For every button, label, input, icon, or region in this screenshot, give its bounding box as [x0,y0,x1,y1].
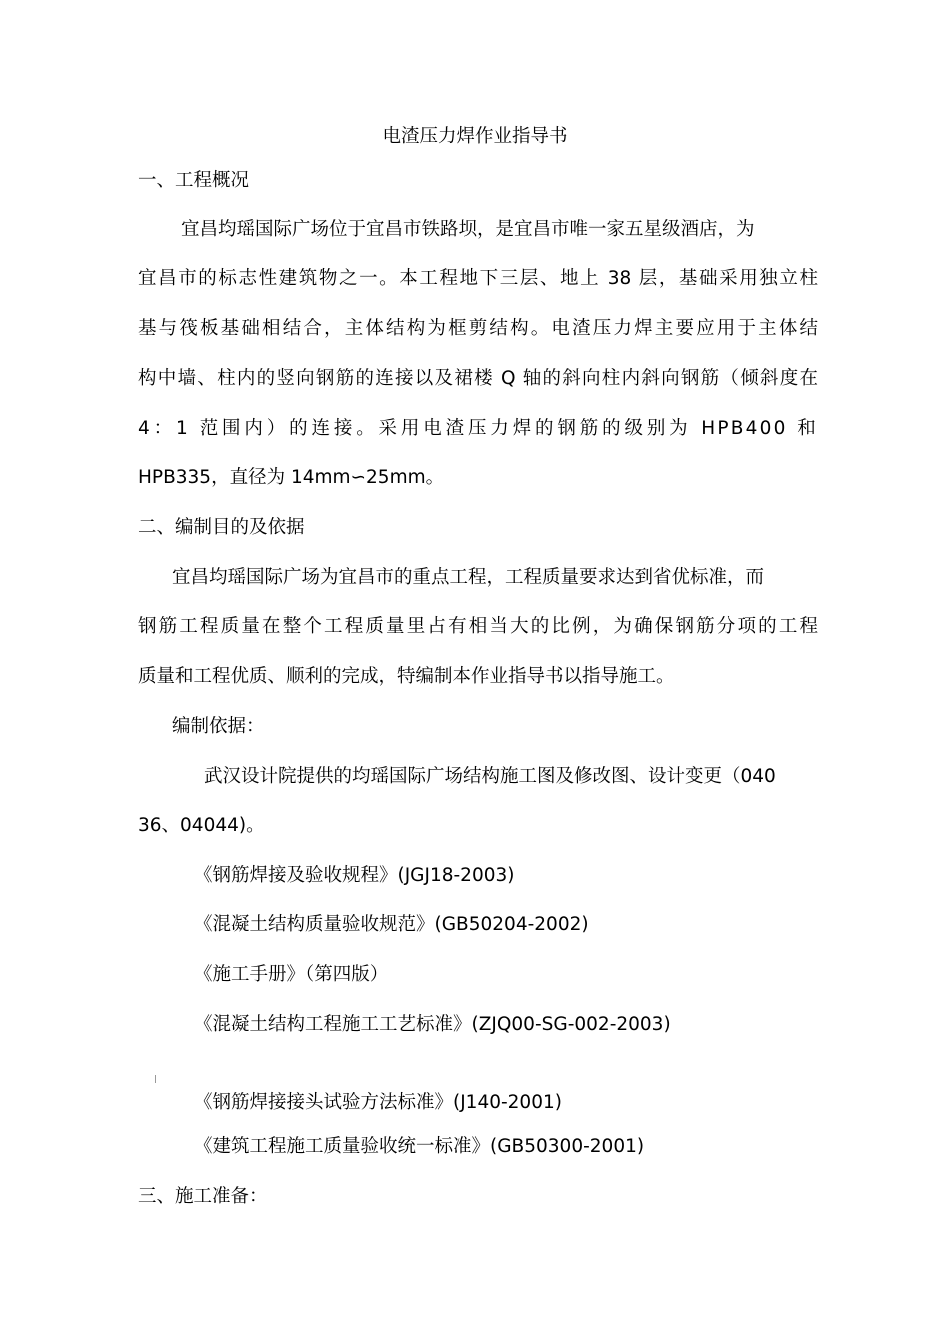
basis-line: 武汉设计院提供的均瑶国际广场结构施工图及修改图、设计变更（040 [204,766,776,787]
section-heading-overview: 一、工程概况 [138,170,250,191]
section-heading-purpose: 二、编制目的及依据 [138,517,305,538]
page-mark [155,1075,156,1083]
section-heading-preparation: 三、施工准备： [138,1186,268,1207]
paragraph-line: 4：1 范围内）的连接。采用电渣压力焊的钢筋的级别为 HPB400 和 [138,418,818,439]
paragraph-line: 宜昌均瑶国际广场为宜昌市的重点工程，工程质量要求达到省优标准，而 [172,567,765,588]
paragraph-line: 宜昌市的标志性建筑物之一。本工程地下三层、地上 38 层，基础采用独立柱 [138,268,818,289]
standard-reference: 《混凝土结构质量验收规范》(GB50204-2002) [194,914,589,935]
standard-reference: 《建筑工程施工质量验收统一标准》(GB50300-2001) [194,1136,645,1157]
paragraph-line: 质量和工程优质、顺利的完成，特编制本作业指导书以指导施工。 [138,666,675,687]
paragraph-line: 构中墙、柱内的竖向钢筋的连接以及裙楼 Q 轴的斜向柱内斜向钢筋（倾斜度在 [138,368,818,389]
document-title: 电渣压力焊作业指导书 [382,126,568,147]
paragraph-line: 基与筏板基础相结合，主体结构为框剪结构。电渣压力焊主要应用于主体结 [138,318,818,339]
paragraph-line: HPB335，直径为 14mm∽25mm。 [138,467,445,488]
paragraph-line: 宜昌均瑶国际广场位于宜昌市铁路坝，是宜昌市唯一家五星级酒店，为 [181,219,755,240]
paragraph-line: 钢筋工程质量在整个工程质量里占有相当大的比例，为确保钢筋分项的工程 [138,616,818,637]
standard-reference: 《钢筋焊接及验收规程》(JGJ18-2003) [194,865,515,886]
standard-reference: 《钢筋焊接接头试验方法标准》(J140-2001) [194,1092,562,1113]
standard-reference: 《施工手册》（第四版） [194,964,389,985]
basis-label: 编制依据： [172,716,265,737]
basis-line: 36、04044)。 [138,815,265,836]
standard-reference: 《混凝土结构工程施工工艺标准》(ZJQ00-SG-002-2003) [194,1014,671,1035]
